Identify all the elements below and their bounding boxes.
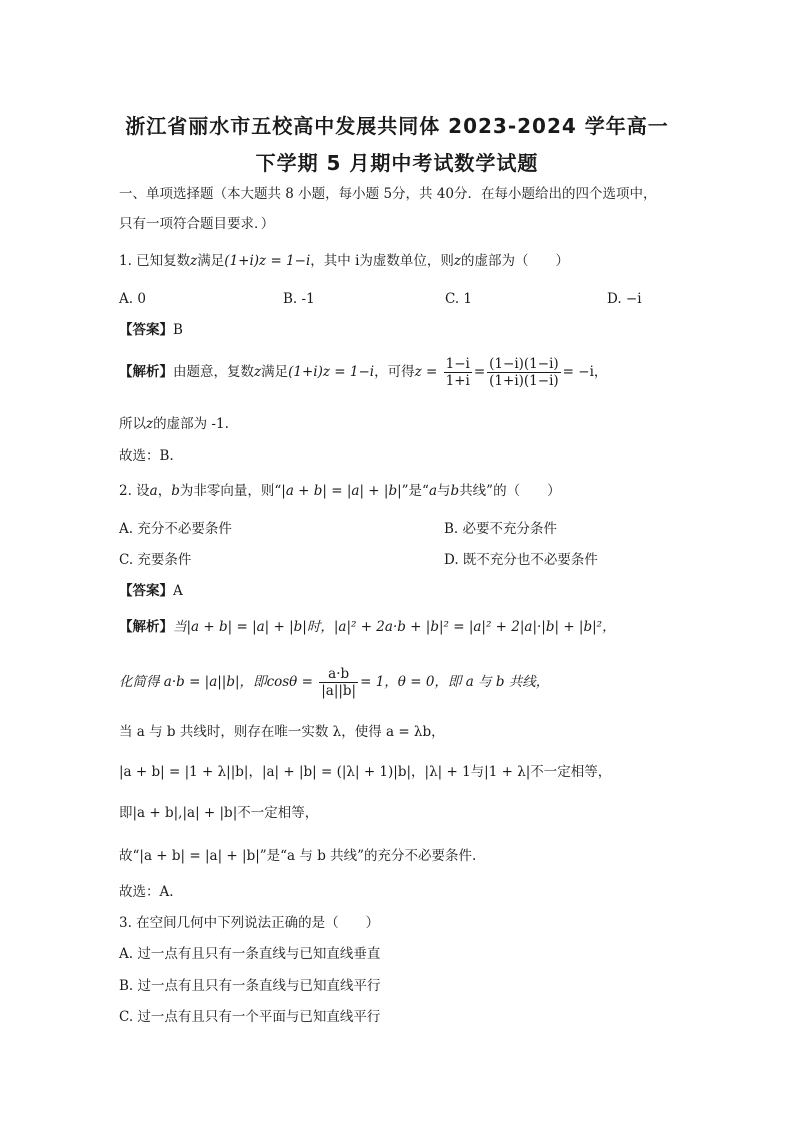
section-header-line1: 一、单项选择题（本大题共 8 小题，每小题 5分，共 40分．在每小题给出的四个选项中，	[119, 186, 657, 202]
q1-option-c: C. 1	[445, 291, 473, 307]
q2-analysis-line6: 故“|a + b| = |a| + |b|”是“a 与 b 共线”的充分不必要条件.	[119, 848, 477, 864]
q1-stem: 1. 已知复数z满足(1+i)z = 1−i，其中 i为虚数单位，则z的虚部为（ ）	[119, 253, 570, 269]
q2-analysis-line4: |a + b| = |1 + λ||b|，|a| + |b| = (|λ| + 1)|b|，|λ| + 1与|1 + λ|不一定相等，	[119, 764, 612, 780]
q1-answer: 【答案】B	[119, 322, 183, 338]
q2-option-b: B. 必要不充分条件	[444, 521, 558, 537]
q2-answer: 【答案】A	[119, 583, 183, 599]
q2-option-c: C. 充要条件	[119, 552, 192, 568]
q2-analysis-line2: 化简得 a·b = |a||b|，即cosθ = $\frac{a\cdot b}{|a||b|}$ = 1，θ = 0，即 a 与 b 共线，	[119, 666, 550, 699]
q1-option-a: A. 0	[119, 291, 146, 307]
q1-analysis: 【解析】由题意，复数z满足(1+i)z = 1−i，可得z = $\frac{1-i}{1+i}$ = $\frac{(1-i)(1-i)}{(1+i)(1-i)}$ = −i，	[119, 356, 608, 389]
q2-stem: 2. 设a，b为非零向量，则“|a + b| = |a| + |b|”是“a与b共线”的（ ）	[119, 483, 561, 499]
q2-analysis-line5: 即|a + b|,|a| + |b|不一定相等，	[119, 805, 319, 821]
q1-option-d: D. −i	[607, 291, 642, 307]
q1-conclusion: 故选：B.	[119, 448, 174, 464]
q3-stem: 3. 在空间几何中下列说法正确的是（ ）	[119, 915, 380, 931]
q3-option-b: B. 过一点有且只有一条直线与已知直线平行	[119, 978, 381, 994]
q2-option-d: D. 既不充分也不必要条件	[444, 552, 598, 568]
q1-option-b: B. -1	[283, 291, 315, 307]
q1-fraction-1: $\frac{1-i}{1+i}$	[445, 356, 470, 389]
q2-analysis-line1: 【解析】当|a + b| = |a| + |b|时，|a|² + 2a·b + |b|² = |a|² + 2|a|·|b| + |b|²，	[119, 619, 616, 635]
document-title-line2: 下学期 5 月期中考试数学试题	[255, 151, 539, 175]
q2-option-a: A. 充分不必要条件	[119, 521, 232, 537]
q1-fraction-2: $\frac{(1-i)(1-i)}{(1+i)(1-i)}$	[489, 356, 559, 389]
q1-analysis-line2: 所以z的虚部为 -1.	[119, 416, 229, 432]
q2-conclusion: 故选：A.	[119, 884, 174, 900]
q2-cos-fraction: $\frac{a\cdot b}{|a||b|}$	[321, 666, 357, 699]
document-title-line1: 浙江省丽水市五校高中发展共同体 2023-2024 学年高一	[125, 114, 669, 138]
q2-analysis-line3: 当 a 与 b 共线时，则存在唯一实数 λ，使得 a = λb，	[119, 724, 445, 740]
section-header-line2: 只有一项符合题目要求．）	[119, 216, 275, 232]
q3-option-a: A. 过一点有且只有一条直线与已知直线垂直	[119, 946, 381, 962]
q3-option-c: C. 过一点有且只有一个平面与已知直线平行	[119, 1009, 381, 1025]
